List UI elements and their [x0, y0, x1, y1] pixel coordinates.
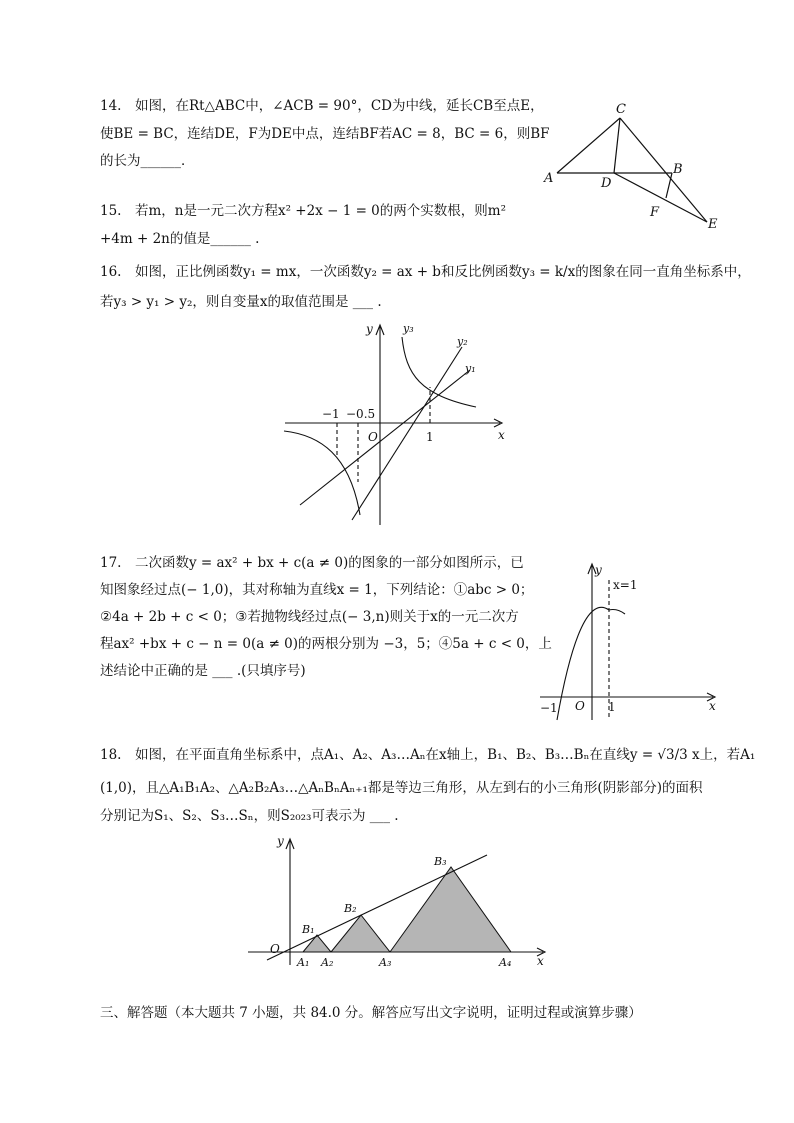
q15-line-1: 15. 若m，n是一元二次方程x² +2x − 1 = 0的两个实数根，则m² [100, 203, 506, 219]
q17-line-5: 述结论中正确的是 ___ .(只填序号) [100, 663, 306, 679]
label-origin: O [368, 430, 378, 444]
tick-neg05: −0.5 [346, 407, 376, 421]
triangle-3 [390, 867, 511, 952]
label-y1: y₁ [465, 362, 476, 375]
label-origin: O [575, 699, 585, 713]
q14-triangle-figure [540, 100, 730, 235]
q16-function-graph [280, 315, 520, 530]
q14-line-2: 使BE = BC，连结DE，F为DE中点，连结BF若AC = 8，BC = 6，则BF [100, 126, 550, 142]
label-symmetry-axis: x=1 [613, 578, 638, 592]
label-y: y [277, 834, 284, 848]
segment-ca [557, 118, 620, 173]
line-y1 [300, 370, 470, 505]
label-b2: B₂ [344, 902, 357, 915]
label-b: B [673, 162, 683, 177]
label-y2: y₂ [457, 335, 468, 348]
label-x: x [537, 954, 544, 968]
label-b3: B₃ [434, 855, 447, 868]
triangle-1 [303, 935, 331, 952]
label-x: x [498, 428, 505, 442]
tick-neg1: −1 [540, 701, 558, 715]
label-y: y [366, 322, 373, 336]
q17-line-2: 知图象经过点(− 1,0)，其对称轴为直线x = 1，下列结论：①abc > 0； [100, 582, 534, 598]
q18-line-2: (1,0)，且△A₁B₁A₂、△A₂B₂A₃…△AₙBₙAₙ₊₁都是等边三角形，从左到右的小三角形(阴影部分)的面积 [100, 780, 703, 796]
segment-cd [614, 118, 620, 173]
tick-neg1: −1 [322, 407, 340, 421]
label-a4: A₄ [499, 956, 512, 969]
label-a1: A₁ [297, 956, 310, 969]
tick-1: 1 [608, 700, 616, 714]
q14-line-1: 14. 如图，在Rt△ABC中，∠ACB = 90°，CD为中线，延长CB至点E， [100, 98, 544, 114]
q18-line-3: 分别记为S₁、S₂、S₃…Sₙ，则S₂₀₂₃可表示为 ___ . [100, 808, 399, 824]
q18-triangles-graph [245, 835, 555, 970]
label-b1: B₁ [302, 923, 315, 936]
q18-line-1: 18. 如图，在平面直角坐标系中，点A₁、A₂、A₃…Aₙ在x轴上，B₁、B₂、B₃…Bₙ在直线y = √3/3 x上，若A₁ [100, 747, 756, 763]
label-y: y [595, 563, 602, 577]
q17-line-4: 程ax² +bx + c − n = 0(a ≠ 0)的两根分别为 −3，5；④5a + c < 0，上 [100, 636, 552, 652]
segment-ce [620, 118, 707, 222]
q17-line-1: 17. 二次函数y = ax² + bx + c(a ≠ 0)的图象的一部分如图所示，已 [100, 555, 524, 571]
label-e: E [708, 217, 718, 232]
triangle-2 [331, 915, 390, 952]
q15-line-2: +4m + 2n的值是______ . [100, 231, 260, 247]
q16-line-1: 16. 如图，正比例函数y₁ = mx，一次函数y₂ = ax + b和反比例函数y₃ = k/x的图象在同一直角坐标系中， [100, 264, 751, 280]
hyperbola-branch-left [284, 431, 360, 515]
label-f: F [650, 205, 660, 220]
segment-de [614, 173, 707, 222]
label-a: A [544, 171, 554, 186]
tick-1: 1 [426, 430, 434, 444]
label-c: C [616, 102, 626, 117]
section-3-heading: 三、解答题（本大题共 7 小题，共 84.0 分。解答应写出文字说明，证明过程或演算步骤） [100, 1005, 642, 1021]
q17-parabola-graph [535, 560, 725, 725]
label-y3: y₃ [403, 322, 414, 335]
label-origin: O [270, 942, 280, 956]
q14-line-3: 的长为______． [100, 153, 195, 169]
label-d: D [601, 176, 612, 191]
label-x: x [709, 699, 716, 713]
label-a2: A₂ [321, 956, 334, 969]
q16-line-2: 若y₃ > y₁ > y₂，则自变量x的取值范围是 ___ . [100, 294, 382, 310]
q17-line-3: ②4a + 2b + c < 0；③若抛物线经过点(− 3,n)则关于x的一元二次方 [100, 609, 519, 625]
label-a3: A₃ [379, 956, 392, 969]
